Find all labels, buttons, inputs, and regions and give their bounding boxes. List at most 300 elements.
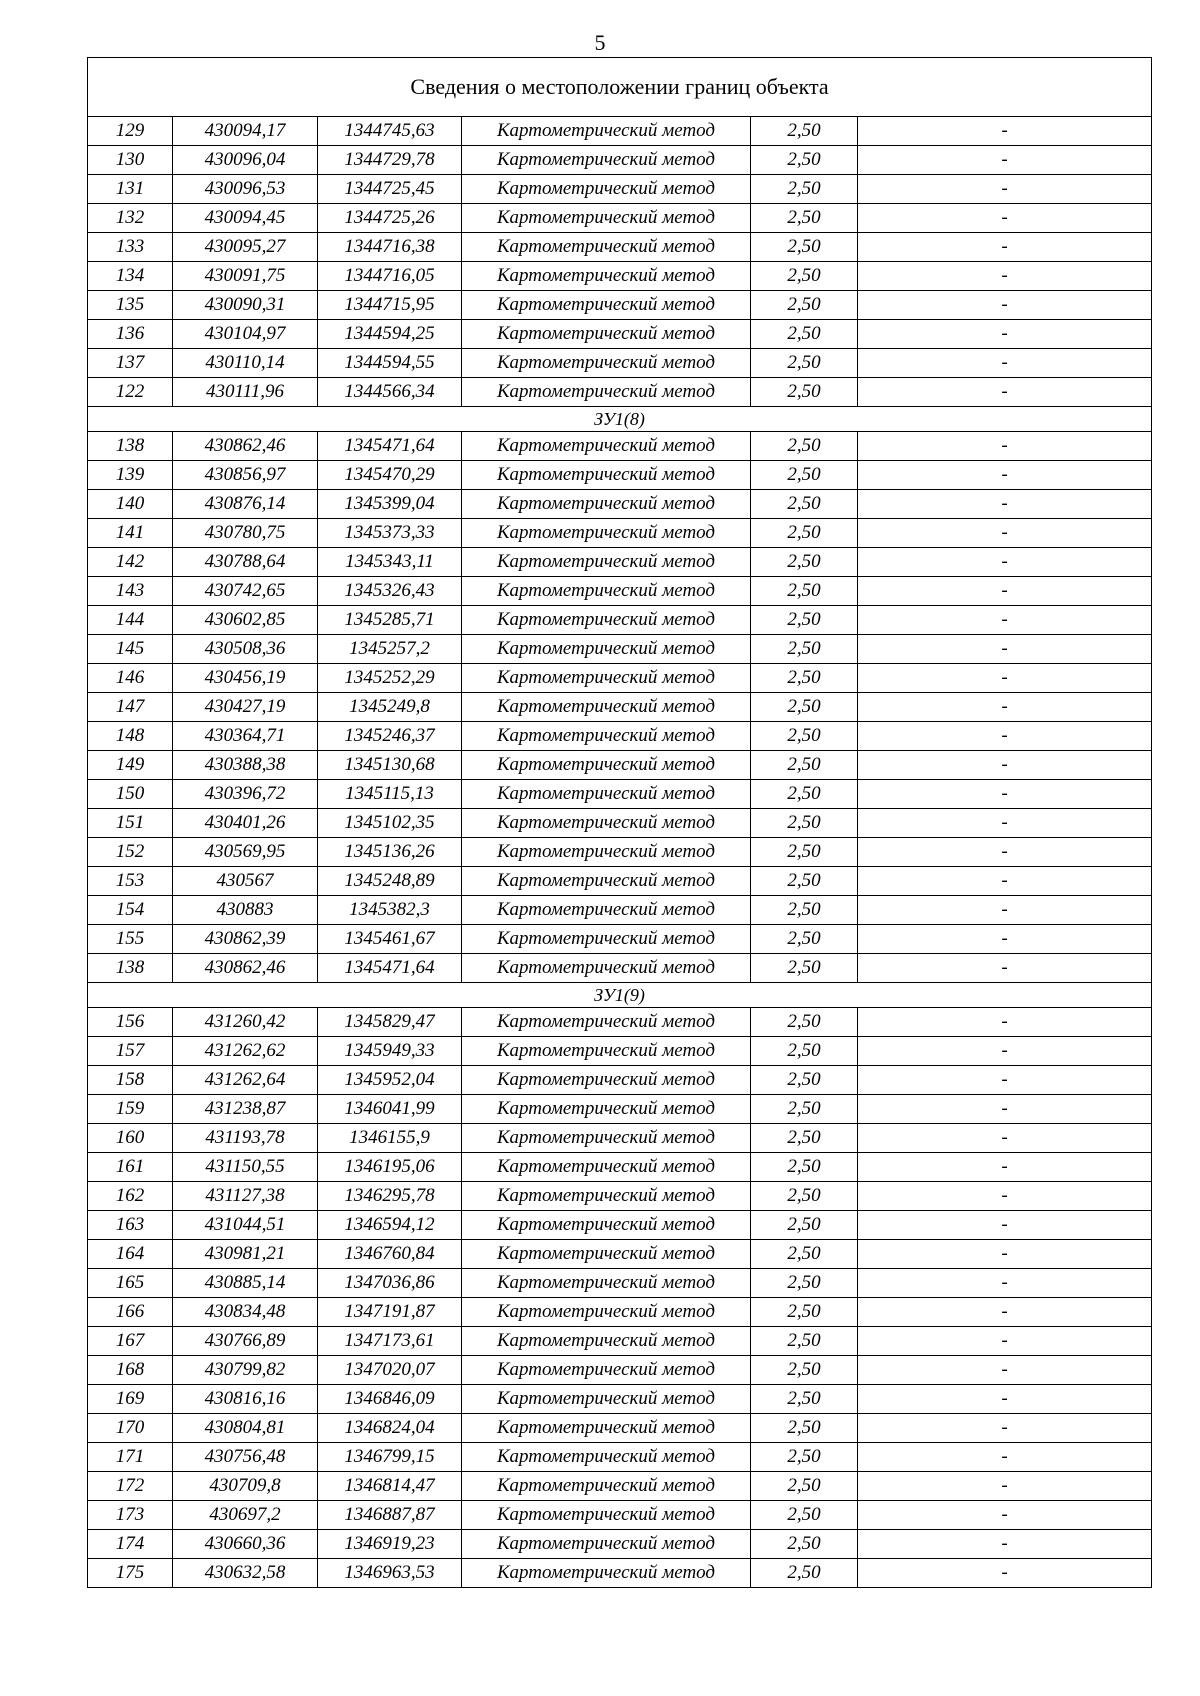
table-row (88, 722, 1152, 751)
table-row (88, 1269, 1152, 1298)
table-row (88, 1008, 1152, 1037)
note-cell: - (858, 722, 1152, 751)
table-row (88, 1356, 1152, 1385)
table-row (88, 1472, 1152, 1501)
table-row (88, 1530, 1152, 1559)
point-number-cell: 130 (88, 146, 173, 175)
table-row (88, 1298, 1152, 1327)
y-coordinate-cell: 1346799,15 (318, 1443, 462, 1472)
x-coordinate-cell: 431044,51 (173, 1211, 318, 1240)
method-cell: Картометрический метод (462, 1153, 751, 1182)
x-coordinate-cell: 430401,26 (173, 809, 318, 838)
note-cell: - (858, 1501, 1152, 1530)
x-coordinate-cell: 430569,95 (173, 838, 318, 867)
y-coordinate-cell: 1347036,86 (318, 1269, 462, 1298)
accuracy-cell: 2,50 (751, 751, 858, 780)
y-coordinate-cell: 1345471,64 (318, 432, 462, 461)
point-number-cell: 174 (88, 1530, 173, 1559)
y-coordinate-cell: 1345102,35 (318, 809, 462, 838)
table-row (88, 954, 1152, 983)
y-coordinate-cell: 1346919,23 (318, 1530, 462, 1559)
method-cell: Картометрический метод (462, 1124, 751, 1153)
table-row (88, 1211, 1152, 1240)
note-cell: - (858, 1124, 1152, 1153)
x-coordinate-cell: 430780,75 (173, 519, 318, 548)
method-cell: Картометрический метод (462, 1240, 751, 1269)
x-coordinate-cell: 430388,38 (173, 751, 318, 780)
note-cell: - (858, 1356, 1152, 1385)
accuracy-cell: 2,50 (751, 461, 858, 490)
table-row (88, 606, 1152, 635)
table-row (88, 896, 1152, 925)
accuracy-cell: 2,50 (751, 664, 858, 693)
note-cell: - (858, 925, 1152, 954)
method-cell: Картометрический метод (462, 1327, 751, 1356)
method-cell: Картометрический метод (462, 349, 751, 378)
y-coordinate-cell: 1346155,9 (318, 1124, 462, 1153)
point-number-cell: 129 (88, 117, 173, 146)
table-row (88, 1240, 1152, 1269)
note-cell: - (858, 291, 1152, 320)
x-coordinate-cell: 430876,14 (173, 490, 318, 519)
point-number-cell: 167 (88, 1327, 173, 1356)
x-coordinate-cell: 430632,58 (173, 1559, 318, 1588)
note-cell: - (858, 1153, 1152, 1182)
note-cell: - (858, 606, 1152, 635)
y-coordinate-cell: 1345285,71 (318, 606, 462, 635)
y-coordinate-cell: 1344725,45 (318, 175, 462, 204)
note-cell: - (858, 204, 1152, 233)
note-cell: - (858, 1414, 1152, 1443)
note-cell: - (858, 838, 1152, 867)
accuracy-cell: 2,50 (751, 577, 858, 606)
table-row (88, 432, 1152, 461)
note-cell: - (858, 349, 1152, 378)
table-row (88, 1066, 1152, 1095)
method-cell: Картометрический метод (462, 1356, 751, 1385)
point-number-cell: 159 (88, 1095, 173, 1124)
x-coordinate-cell: 431193,78 (173, 1124, 318, 1153)
accuracy-cell: 2,50 (751, 1298, 858, 1327)
accuracy-cell: 2,50 (751, 1240, 858, 1269)
method-cell: Картометрический метод (462, 146, 751, 175)
x-coordinate-cell: 431260,42 (173, 1008, 318, 1037)
point-number-cell: 172 (88, 1472, 173, 1501)
method-cell: Картометрический метод (462, 1530, 751, 1559)
point-number-cell: 168 (88, 1356, 173, 1385)
y-coordinate-cell: 1346195,06 (318, 1153, 462, 1182)
x-coordinate-cell: 430110,14 (173, 349, 318, 378)
note-cell: - (858, 461, 1152, 490)
x-coordinate-cell: 430742,65 (173, 577, 318, 606)
y-coordinate-cell: 1344716,38 (318, 233, 462, 262)
note-cell: - (858, 1240, 1152, 1269)
point-number-cell: 169 (88, 1385, 173, 1414)
x-coordinate-cell: 430095,27 (173, 233, 318, 262)
page-number: 5 (594, 30, 606, 55)
accuracy-cell: 2,50 (751, 1443, 858, 1472)
method-cell: Картометрический метод (462, 291, 751, 320)
method-cell: Картометрический метод (462, 606, 751, 635)
point-number-cell: 135 (88, 291, 173, 320)
y-coordinate-cell: 1346295,78 (318, 1182, 462, 1211)
y-coordinate-cell: 1345136,26 (318, 838, 462, 867)
x-coordinate-cell: 430508,36 (173, 635, 318, 664)
method-cell: Картометрический метод (462, 838, 751, 867)
y-coordinate-cell: 1345246,37 (318, 722, 462, 751)
x-coordinate-cell: 430766,89 (173, 1327, 318, 1356)
x-coordinate-cell: 430567 (173, 867, 318, 896)
accuracy-cell: 2,50 (751, 1356, 858, 1385)
y-coordinate-cell: 1345471,64 (318, 954, 462, 983)
table-row (88, 1153, 1152, 1182)
point-number-cell: 136 (88, 320, 173, 349)
table-body (88, 58, 1152, 1588)
method-cell: Картометрический метод (462, 233, 751, 262)
y-coordinate-cell: 1344594,25 (318, 320, 462, 349)
method-cell: Картометрический метод (462, 751, 751, 780)
x-coordinate-cell: 430981,21 (173, 1240, 318, 1269)
point-number-cell: 155 (88, 925, 173, 954)
x-coordinate-cell: 430697,2 (173, 1501, 318, 1530)
table-row (88, 378, 1152, 407)
point-number-cell: 152 (88, 838, 173, 867)
method-cell: Картометрический метод (462, 378, 751, 407)
accuracy-cell: 2,50 (751, 867, 858, 896)
y-coordinate-cell: 1345373,33 (318, 519, 462, 548)
method-cell: Картометрический метод (462, 548, 751, 577)
accuracy-cell: 2,50 (751, 1385, 858, 1414)
accuracy-cell: 2,50 (751, 1559, 858, 1588)
note-cell: - (858, 117, 1152, 146)
y-coordinate-cell: 1344594,55 (318, 349, 462, 378)
method-cell: Картометрический метод (462, 1211, 751, 1240)
table-row (88, 1414, 1152, 1443)
x-coordinate-cell: 430602,85 (173, 606, 318, 635)
x-coordinate-cell: 430799,82 (173, 1356, 318, 1385)
table-row (88, 233, 1152, 262)
accuracy-cell: 2,50 (751, 693, 858, 722)
note-cell: - (858, 146, 1152, 175)
y-coordinate-cell: 1345343,11 (318, 548, 462, 577)
note-cell: - (858, 1037, 1152, 1066)
x-coordinate-cell: 430788,64 (173, 548, 318, 577)
accuracy-cell: 2,50 (751, 262, 858, 291)
x-coordinate-cell: 430816,16 (173, 1385, 318, 1414)
accuracy-cell: 2,50 (751, 548, 858, 577)
note-cell: - (858, 1443, 1152, 1472)
table-row (88, 1501, 1152, 1530)
note-cell: - (858, 867, 1152, 896)
table-row (88, 1037, 1152, 1066)
method-cell: Картометрический метод (462, 925, 751, 954)
accuracy-cell: 2,50 (751, 722, 858, 751)
method-cell: Картометрический метод (462, 635, 751, 664)
accuracy-cell: 2,50 (751, 378, 858, 407)
x-coordinate-cell: 430862,46 (173, 954, 318, 983)
accuracy-cell: 2,50 (751, 117, 858, 146)
x-coordinate-cell: 430111,96 (173, 378, 318, 407)
note-cell: - (858, 262, 1152, 291)
table-row (88, 204, 1152, 233)
point-number-cell: 150 (88, 780, 173, 809)
note-cell: - (858, 896, 1152, 925)
point-number-cell: 137 (88, 349, 173, 378)
point-number-cell: 143 (88, 577, 173, 606)
note-cell: - (858, 1472, 1152, 1501)
x-coordinate-cell: 430862,46 (173, 432, 318, 461)
accuracy-cell: 2,50 (751, 349, 858, 378)
point-number-cell: 144 (88, 606, 173, 635)
y-coordinate-cell: 1346594,12 (318, 1211, 462, 1240)
accuracy-cell: 2,50 (751, 204, 858, 233)
point-number-cell: 153 (88, 867, 173, 896)
table-row (88, 751, 1152, 780)
point-number-cell: 134 (88, 262, 173, 291)
y-coordinate-cell: 1344729,78 (318, 146, 462, 175)
accuracy-cell: 2,50 (751, 1472, 858, 1501)
method-cell: Картометрический метод (462, 577, 751, 606)
x-coordinate-cell: 430396,72 (173, 780, 318, 809)
x-coordinate-cell: 431238,87 (173, 1095, 318, 1124)
accuracy-cell: 2,50 (751, 1095, 858, 1124)
table-row (88, 664, 1152, 693)
note-cell: - (858, 1182, 1152, 1211)
y-coordinate-cell: 1345252,29 (318, 664, 462, 693)
y-coordinate-cell: 1344566,34 (318, 378, 462, 407)
table-row (88, 1443, 1152, 1472)
method-cell: Картометрический метод (462, 1066, 751, 1095)
x-coordinate-cell: 431127,38 (173, 1182, 318, 1211)
method-cell: Картометрический метод (462, 1298, 751, 1327)
point-number-cell: 146 (88, 664, 173, 693)
accuracy-cell: 2,50 (751, 635, 858, 664)
point-number-cell: 158 (88, 1066, 173, 1095)
note-cell: - (858, 1298, 1152, 1327)
y-coordinate-cell: 1344725,26 (318, 204, 462, 233)
note-cell: - (858, 1066, 1152, 1095)
table-row (88, 146, 1152, 175)
table-row (88, 1124, 1152, 1153)
accuracy-cell: 2,50 (751, 233, 858, 262)
table-row (88, 490, 1152, 519)
y-coordinate-cell: 1345249,8 (318, 693, 462, 722)
x-coordinate-cell: 430094,45 (173, 204, 318, 233)
y-coordinate-cell: 1344716,05 (318, 262, 462, 291)
method-cell: Картометрический метод (462, 490, 751, 519)
y-coordinate-cell: 1345829,47 (318, 1008, 462, 1037)
accuracy-cell: 2,50 (751, 1501, 858, 1530)
note-cell: - (858, 809, 1152, 838)
accuracy-cell: 2,50 (751, 1037, 858, 1066)
point-number-cell: 149 (88, 751, 173, 780)
point-number-cell: 160 (88, 1124, 173, 1153)
section-label: ЗУ1(9) (88, 983, 1152, 1008)
method-cell: Картометрический метод (462, 1559, 751, 1588)
x-coordinate-cell: 430364,71 (173, 722, 318, 751)
point-number-cell: 163 (88, 1211, 173, 1240)
note-cell: - (858, 548, 1152, 577)
note-cell: - (858, 519, 1152, 548)
note-cell: - (858, 1095, 1152, 1124)
table-row (88, 320, 1152, 349)
section-header-row (88, 983, 1152, 1008)
point-number-cell: 132 (88, 204, 173, 233)
method-cell: Картометрический метод (462, 1008, 751, 1037)
accuracy-cell: 2,50 (751, 1269, 858, 1298)
method-cell: Картометрический метод (462, 954, 751, 983)
accuracy-cell: 2,50 (751, 1211, 858, 1240)
point-number-cell: 133 (88, 233, 173, 262)
method-cell: Картометрический метод (462, 1443, 751, 1472)
accuracy-cell: 2,50 (751, 1008, 858, 1037)
accuracy-cell: 2,50 (751, 1327, 858, 1356)
note-cell: - (858, 664, 1152, 693)
method-cell: Картометрический метод (462, 1095, 751, 1124)
point-number-cell: 175 (88, 1559, 173, 1588)
note-cell: - (858, 233, 1152, 262)
accuracy-cell: 2,50 (751, 1066, 858, 1095)
table-row (88, 519, 1152, 548)
method-cell: Картометрический метод (462, 780, 751, 809)
accuracy-cell: 2,50 (751, 1182, 858, 1211)
point-number-cell: 141 (88, 519, 173, 548)
x-coordinate-cell: 430427,19 (173, 693, 318, 722)
y-coordinate-cell: 1345399,04 (318, 490, 462, 519)
method-cell: Картометрический метод (462, 262, 751, 291)
y-coordinate-cell: 1346041,99 (318, 1095, 462, 1124)
note-cell: - (858, 432, 1152, 461)
point-number-cell: 166 (88, 1298, 173, 1327)
point-number-cell: 140 (88, 490, 173, 519)
table-title: Сведения о местоположении границ объекта (88, 58, 1152, 117)
accuracy-cell: 2,50 (751, 146, 858, 175)
note-cell: - (858, 1530, 1152, 1559)
accuracy-cell: 2,50 (751, 1153, 858, 1182)
y-coordinate-cell: 1346846,09 (318, 1385, 462, 1414)
point-number-cell: 122 (88, 378, 173, 407)
table-title-row (88, 58, 1152, 117)
table-row (88, 838, 1152, 867)
point-number-cell: 154 (88, 896, 173, 925)
point-number-cell: 171 (88, 1443, 173, 1472)
method-cell: Картометрический метод (462, 175, 751, 204)
point-number-cell: 170 (88, 1414, 173, 1443)
point-number-cell: 151 (88, 809, 173, 838)
x-coordinate-cell: 430090,31 (173, 291, 318, 320)
point-number-cell: 142 (88, 548, 173, 577)
point-number-cell: 164 (88, 1240, 173, 1269)
x-coordinate-cell: 430834,48 (173, 1298, 318, 1327)
x-coordinate-cell: 430804,81 (173, 1414, 318, 1443)
point-number-cell: 138 (88, 954, 173, 983)
method-cell: Картометрический метод (462, 693, 751, 722)
x-coordinate-cell: 430096,53 (173, 175, 318, 204)
point-number-cell: 165 (88, 1269, 173, 1298)
x-coordinate-cell: 431262,64 (173, 1066, 318, 1095)
table-row (88, 1559, 1152, 1588)
note-cell: - (858, 1211, 1152, 1240)
y-coordinate-cell: 1346887,87 (318, 1501, 462, 1530)
note-cell: - (858, 635, 1152, 664)
y-coordinate-cell: 1345326,43 (318, 577, 462, 606)
point-number-cell: 145 (88, 635, 173, 664)
table-row (88, 867, 1152, 896)
point-number-cell: 156 (88, 1008, 173, 1037)
x-coordinate-cell: 430862,39 (173, 925, 318, 954)
table-row (88, 809, 1152, 838)
accuracy-cell: 2,50 (751, 432, 858, 461)
x-coordinate-cell: 430709,8 (173, 1472, 318, 1501)
note-cell: - (858, 1269, 1152, 1298)
x-coordinate-cell: 430885,14 (173, 1269, 318, 1298)
point-number-cell: 173 (88, 1501, 173, 1530)
x-coordinate-cell: 430660,36 (173, 1530, 318, 1559)
method-cell: Картометрический метод (462, 320, 751, 349)
table-row (88, 291, 1152, 320)
method-cell: Картометрический метод (462, 432, 751, 461)
section-header-row (88, 407, 1152, 432)
y-coordinate-cell: 1345248,89 (318, 867, 462, 896)
table-row (88, 1327, 1152, 1356)
method-cell: Картометрический метод (462, 1182, 751, 1211)
method-cell: Картометрический метод (462, 519, 751, 548)
x-coordinate-cell: 430756,48 (173, 1443, 318, 1472)
note-cell: - (858, 175, 1152, 204)
table-row (88, 548, 1152, 577)
method-cell: Картометрический метод (462, 1472, 751, 1501)
note-cell: - (858, 1327, 1152, 1356)
method-cell: Картометрический метод (462, 1414, 751, 1443)
y-coordinate-cell: 1345130,68 (318, 751, 462, 780)
y-coordinate-cell: 1347173,61 (318, 1327, 462, 1356)
table-row (88, 1385, 1152, 1414)
y-coordinate-cell: 1346963,53 (318, 1559, 462, 1588)
note-cell: - (858, 1008, 1152, 1037)
table-row (88, 461, 1152, 490)
note-cell: - (858, 1559, 1152, 1588)
table-row (88, 117, 1152, 146)
x-coordinate-cell: 430094,17 (173, 117, 318, 146)
accuracy-cell: 2,50 (751, 809, 858, 838)
accuracy-cell: 2,50 (751, 320, 858, 349)
table-row (88, 577, 1152, 606)
table-row (88, 175, 1152, 204)
point-number-cell: 148 (88, 722, 173, 751)
method-cell: Картометрический метод (462, 1385, 751, 1414)
method-cell: Картометрический метод (462, 722, 751, 751)
y-coordinate-cell: 1346814,47 (318, 1472, 462, 1501)
accuracy-cell: 2,50 (751, 175, 858, 204)
x-coordinate-cell: 431262,62 (173, 1037, 318, 1066)
table-row (88, 693, 1152, 722)
accuracy-cell: 2,50 (751, 838, 858, 867)
y-coordinate-cell: 1345470,29 (318, 461, 462, 490)
note-cell: - (858, 320, 1152, 349)
y-coordinate-cell: 1346760,84 (318, 1240, 462, 1269)
method-cell: Картометрический метод (462, 461, 751, 490)
note-cell: - (858, 954, 1152, 983)
accuracy-cell: 2,50 (751, 896, 858, 925)
note-cell: - (858, 780, 1152, 809)
table-row (88, 635, 1152, 664)
boundary-coordinates-table (87, 57, 1152, 1588)
table-row (88, 925, 1152, 954)
y-coordinate-cell: 1344715,95 (318, 291, 462, 320)
accuracy-cell: 2,50 (751, 1530, 858, 1559)
section-label: ЗУ1(8) (88, 407, 1152, 432)
y-coordinate-cell: 1347020,07 (318, 1356, 462, 1385)
